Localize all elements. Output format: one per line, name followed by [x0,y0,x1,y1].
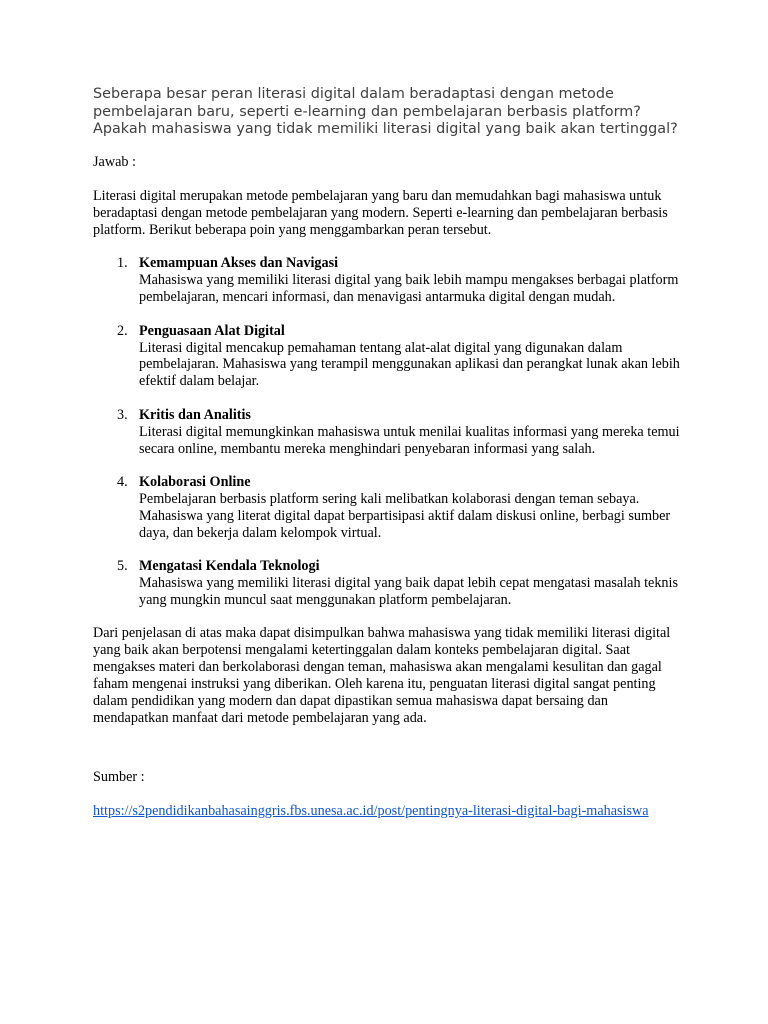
list-item [93,323,683,391]
list-item-title: Kritis dan Analitis [139,406,251,423]
list-item [93,474,683,542]
list-item [93,558,683,609]
source-link[interactable]: https://s2pendidikanbahasainggris.fbs.unesa.ac.id/post/pentingnya-literasi-digital-bagi-mahasiswa [93,802,649,819]
list-item-description: Pembelajaran berbasis platform sering kali melibatkan kolaborasi dengan teman sebaya. Mahasiswa yang literat digital dapat berpartisipasi aktif dalam diskusi online, berbagi sumber daya, dan bekerja dalam kelompok virtual. [139,490,671,541]
list-item-number: 4. [117,473,128,490]
list-item-description: Mahasiswa yang memiliki literasi digital yang baik lebih mampu mengakses berbagai platform pembelajaran, mencari informasi, dan menavigasi antarmuka digital dengan mudah. [139,272,679,306]
list-item-description: Literasi digital mencakup pemahaman tentang alat-alat digital yang digunakan dalam pembelajaran. Mahasiswa yang terampil menggunakan aplikasi dan perangkat lunak akan lebih efektif dalam belajar. [139,339,680,390]
list-item-number: 2. [117,322,128,339]
intro-paragraph: Literasi digital merupakan metode pembelajaran yang baru dan memudahkan bagi mahasiswa untuk beradaptasi dengan metode pembelajaran yang modern. Seperti e-learning dan pembelajaran berbasis platform. Berikut beberapa poin yang menggambarkan peran tersebut. [93,187,668,238]
list-item [93,407,683,458]
list-item-description: Literasi digital memungkinkan mahasiswa untuk menilai kualitas informasi yang mereka temui secara online, membantu mereka menghindari penyebaran informasi yang salah. [139,423,680,457]
list-item-number: 5. [117,558,128,575]
list-item-description: Mahasiswa yang memiliki literasi digital yang baik dapat lebih cepat mengatasi masalah teknis yang mungkin muncul saat menggunakan platform pembelajaran. [139,575,678,608]
points-list [93,255,683,608]
list-item-title: Penguasaan Alat Digital [139,322,285,339]
list-item-title: Kolaborasi Online [139,473,251,490]
question-heading: Seberapa besar peran literasi digital dalam beradaptasi dengan metode pembelajaran baru, seperti e-learning dan pembelajaran berbasis platform? Apakah mahasiswa yang tidak memiliki literasi digital yang baik akan tertinggal? [93,86,678,138]
conclusion-paragraph: Dari penjelasan di atas maka dapat disimpulkan bahwa mahasiswa yang tidak memiliki literasi digital yang baik akan berpotensi mengalami ketertinggalan dalam konteks pembelajaran digital. Saat mengakses materi dan berkolaborasi dengan teman, mahasiswa akan mengalami kesulitan dan gagal faham mengenai instruksi yang diberikan. Oleh karena itu, penguatan literasi digital sangat penting dalam pendidikan yang modern dan dapat dipastikan semua mahasiswa dapat bersaing dan mendapatkan manfaat dari metode pembelajaran yang ada. [93,625,671,726]
list-item-title: Kemampuan Akses dan Navigasi [139,255,339,272]
list-item-number: 3. [117,406,128,423]
answer-label: Jawab : [93,153,136,170]
list-item [93,255,683,306]
list-item-number: 1. [117,255,128,272]
document-page [93,86,683,820]
list-item-title: Mengatasi Kendala Teknologi [139,558,320,575]
source-label: Sumber : [93,768,145,785]
